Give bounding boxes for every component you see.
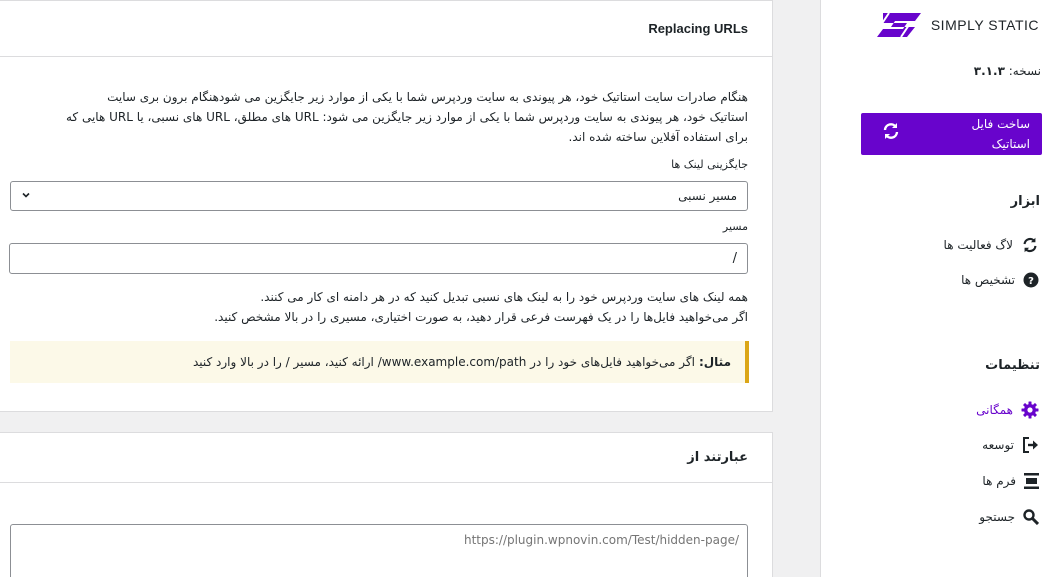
form-icon (1024, 473, 1039, 489)
logo-text: SIMPLY STATIC (930, 17, 1039, 33)
panel-title: عبارتند از (687, 450, 748, 465)
nav-item-search[interactable]: جستجو (979, 509, 1039, 525)
refresh-icon (1021, 236, 1039, 254)
version-number: ۳.۱.۳ (973, 64, 1005, 78)
link-replace-value: مسیر نسبی (678, 189, 737, 203)
svg-text:?: ? (1028, 276, 1034, 287)
notice-text: اگر می‌خواهید فایل‌های خود را در www.example.com/path/ ارائه کنید، مسیر / را در بالا وارد کنید (192, 355, 695, 369)
version-info: نسخه: ۳.۱.۳ (973, 64, 1041, 78)
chevron-down-icon (21, 189, 31, 203)
nav-item-diagnostics[interactable]: ? تشخیص ها (961, 272, 1039, 288)
path-help-text: همه لینک های سایت وردپرس خود را به لینک های نسبی تبدیل کنید که در هر دامنه ای کار می کنند. اگر می‌خواهید فایل‌ها را در یک فهرست فرعی قرار دهید، به صورت اختیاری، مسیری را در بالا مشخص کنید. (214, 290, 748, 324)
nav-item-general[interactable]: همگانی (976, 401, 1039, 419)
nav-item-deployment[interactable]: توسعه (982, 437, 1039, 453)
tools-section-title: ابزار (1010, 194, 1040, 209)
example-notice (10, 341, 749, 383)
build-static-button[interactable] (861, 113, 1042, 155)
notice-label: مثال: (698, 355, 731, 369)
search-icon (1023, 509, 1039, 525)
panel-header (0, 433, 772, 483)
panel-header (0, 1, 772, 57)
sidebar (820, 0, 1049, 577)
nav-item-activity-log[interactable]: لاگ فعالیت ها (944, 236, 1039, 254)
panel-title: Replacing URLs (648, 21, 748, 36)
settings-section-title: تنظیمات (985, 358, 1040, 373)
logout-icon (1022, 437, 1039, 453)
refresh-icon (881, 121, 901, 147)
link-replace-select[interactable] (10, 181, 748, 211)
nav-item-forms[interactable]: فرم ها (982, 473, 1039, 489)
link-replace-label: جایگزینی لینک ها (671, 158, 748, 171)
extra-links-textarea[interactable] (10, 524, 748, 577)
path-input[interactable] (9, 243, 748, 274)
build-button-label: ساخت فایل استاتیک (971, 117, 1030, 151)
simply-static-logo-icon (875, 11, 925, 39)
replacing-description: هنگام صادرات سایت استاتیک خود، هر پیوندی به سایت وردپرس شما با یکی از موارد زیر جایگزین می شودهنگام برون بری سایت استاتیک خود، هر پیوندی به سایت وردپرس شما با یکی از موارد زیر جایگزین می شود: URL های مطلق، URL های نسبی، یا URL هایی که برای استفاده آفلاین ساخته شده اند. (66, 90, 748, 144)
logo (875, 10, 1039, 40)
question-icon (1023, 272, 1039, 288)
path-label: مسیر (722, 220, 748, 233)
gear-icon (1021, 401, 1039, 419)
